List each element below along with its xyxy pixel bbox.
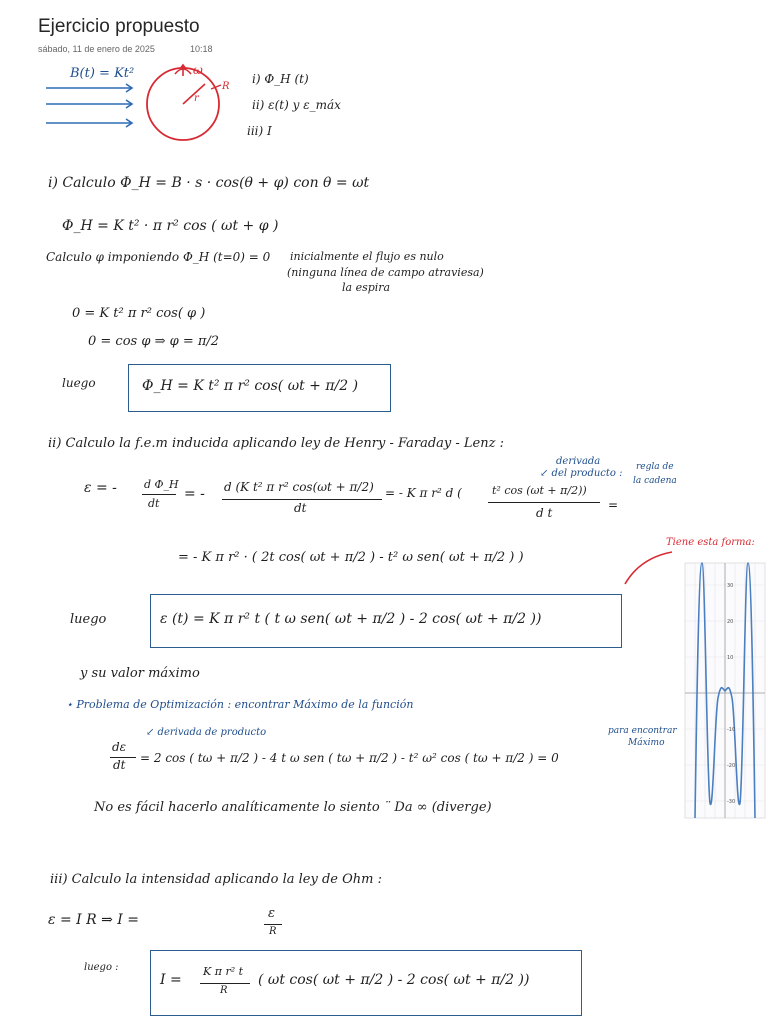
plot-tick-2: 20 <box>727 619 734 625</box>
part3-result-bar <box>200 983 250 984</box>
part2-deps-num: dε <box>112 740 127 754</box>
note-regla: regla de <box>636 462 674 472</box>
part3-result-lhs: I = <box>160 972 182 988</box>
part3-luego: luego : <box>84 962 119 973</box>
part2-result: ε (t) = K π r² t ( t ω sen( ωt + π/2 ) - 2 cos( ωt + π/2 )) <box>160 611 542 627</box>
page-time: 10:18 <box>190 44 213 54</box>
part1-line3c: (ninguna línea de campo atraviesa) <box>287 266 484 279</box>
part2-dphi-num: d Φ_H <box>144 478 179 491</box>
part3-result-den: R <box>220 985 228 996</box>
note-derivada: derivada <box>556 456 601 467</box>
part1-line3b: inicialmente el flujo es nulo <box>290 250 444 263</box>
part1-line3a: Calculo φ imponiendo Φ_H (t=0) = 0 <box>46 250 271 264</box>
part2-deps-den: dt <box>113 758 126 772</box>
part2-mid-eq: = - <box>184 486 205 502</box>
plot-tick-3: 10 <box>727 655 734 661</box>
field-label: B(t) = Kt² <box>70 66 135 81</box>
note-producto: ↙ del producto : <box>540 468 623 479</box>
part1-line4: 0 = K t² π r² cos( φ ) <box>72 306 206 321</box>
plot-tick-5: -20 <box>727 763 736 769</box>
tiene-forma-note: Tiene esta forma: <box>666 537 755 548</box>
plot-tick-1: 30 <box>727 583 734 589</box>
part1-line1: i) Calculo Φ_H = B · s · cos(θ + φ) con θ = ωt <box>48 175 370 191</box>
part3-ohm-num: ε <box>268 906 275 921</box>
part2-d-bar <box>222 499 382 500</box>
task-3: iii) I <box>247 124 272 138</box>
part3-ohm-den: R <box>269 926 277 937</box>
part2-e-lhs: ε = - <box>84 480 117 496</box>
part2-d-den: dt <box>294 501 307 515</box>
part3-result-num: K π r² t <box>203 965 244 978</box>
plot-tick-6: -30 <box>727 799 736 805</box>
part2-intro: ii) Calculo la f.e.m inducida aplicando ley de Henry - Faraday - Lenz : <box>48 436 504 451</box>
part2-valor-max: y su valor máximo <box>80 666 200 681</box>
part2-dphi-den: dt <box>148 497 160 510</box>
part2-optim: ⋆ Problema de Optimización : encontrar Máximo de la función <box>66 698 414 711</box>
part2-deriv-prod-note: ↙ derivada de producto <box>146 727 267 738</box>
page-date: sábado, 11 de enero de 2025 <box>38 44 155 54</box>
part3-intro: iii) Calculo la intensidad aplicando la ley de Ohm : <box>50 872 382 887</box>
part2-expanded: = - K π r² · ( 2t cos( ωt + π/2 ) - t² ω sen( ωt + π/2 ) ) <box>178 550 524 565</box>
part3-ohm-bar <box>264 924 282 925</box>
part2-eq3: = - K π r² d ( <box>385 486 462 500</box>
task-1: i) Φ_H (t) <box>252 72 309 86</box>
resistor-label: R <box>222 81 230 92</box>
part1-line5: 0 = cos φ ⇒ φ = π/2 <box>88 334 220 349</box>
part3-result-rhs: ( ωt cos( ωt + π/2 ) - 2 cos( ωt + π/2 )) <box>258 972 530 988</box>
part1-line3d: la espira <box>342 281 391 294</box>
part2-maximo: Máximo <box>628 738 665 748</box>
part1-line2: Φ_H = K t² · π r² cos ( ωt + φ ) <box>62 218 279 234</box>
part1-result: Φ_H = K t² π r² cos( ωt + π/2 ) <box>142 378 359 394</box>
note-cadena: la cadena <box>633 476 677 486</box>
part2-prod-den: d t <box>536 506 553 520</box>
plot-tick-4: -10 <box>727 727 736 733</box>
omega-label: ω <box>193 63 203 77</box>
part2-luego: luego <box>70 612 107 627</box>
function-plot <box>685 563 765 818</box>
part2-deriv-eq: = 2 cos ( tω + π/2 ) - 4 t ω sen ( tω + π/2 ) - t² ω² cos ( tω + π/2 ) = 0 <box>140 751 559 765</box>
red-arrow <box>620 548 680 588</box>
part2-prod-bar <box>488 502 600 503</box>
part2-d-num: d (K t² π r² cos(ωt + π/2) <box>224 480 374 494</box>
part2-dphi-bar <box>142 494 176 495</box>
part2-prod-num: t² cos (ωt + π/2)) <box>492 484 587 497</box>
field-arrows <box>46 80 146 130</box>
task-2: ii) ε(t) y ε_máx <box>252 98 341 112</box>
part2-eq-tail: = <box>608 498 619 512</box>
part1-luego: luego <box>62 376 96 390</box>
page-title: Ejercicio propuesto <box>38 16 200 37</box>
part2-no-facil: No es fácil hacerlo analíticamente lo siento ¨ Da ∞ (diverge) <box>94 800 492 815</box>
part2-para: para encontrar <box>608 726 677 736</box>
part3-ohm: ε = I R ⇒ I = <box>48 912 140 928</box>
radius-label: r <box>194 93 199 104</box>
